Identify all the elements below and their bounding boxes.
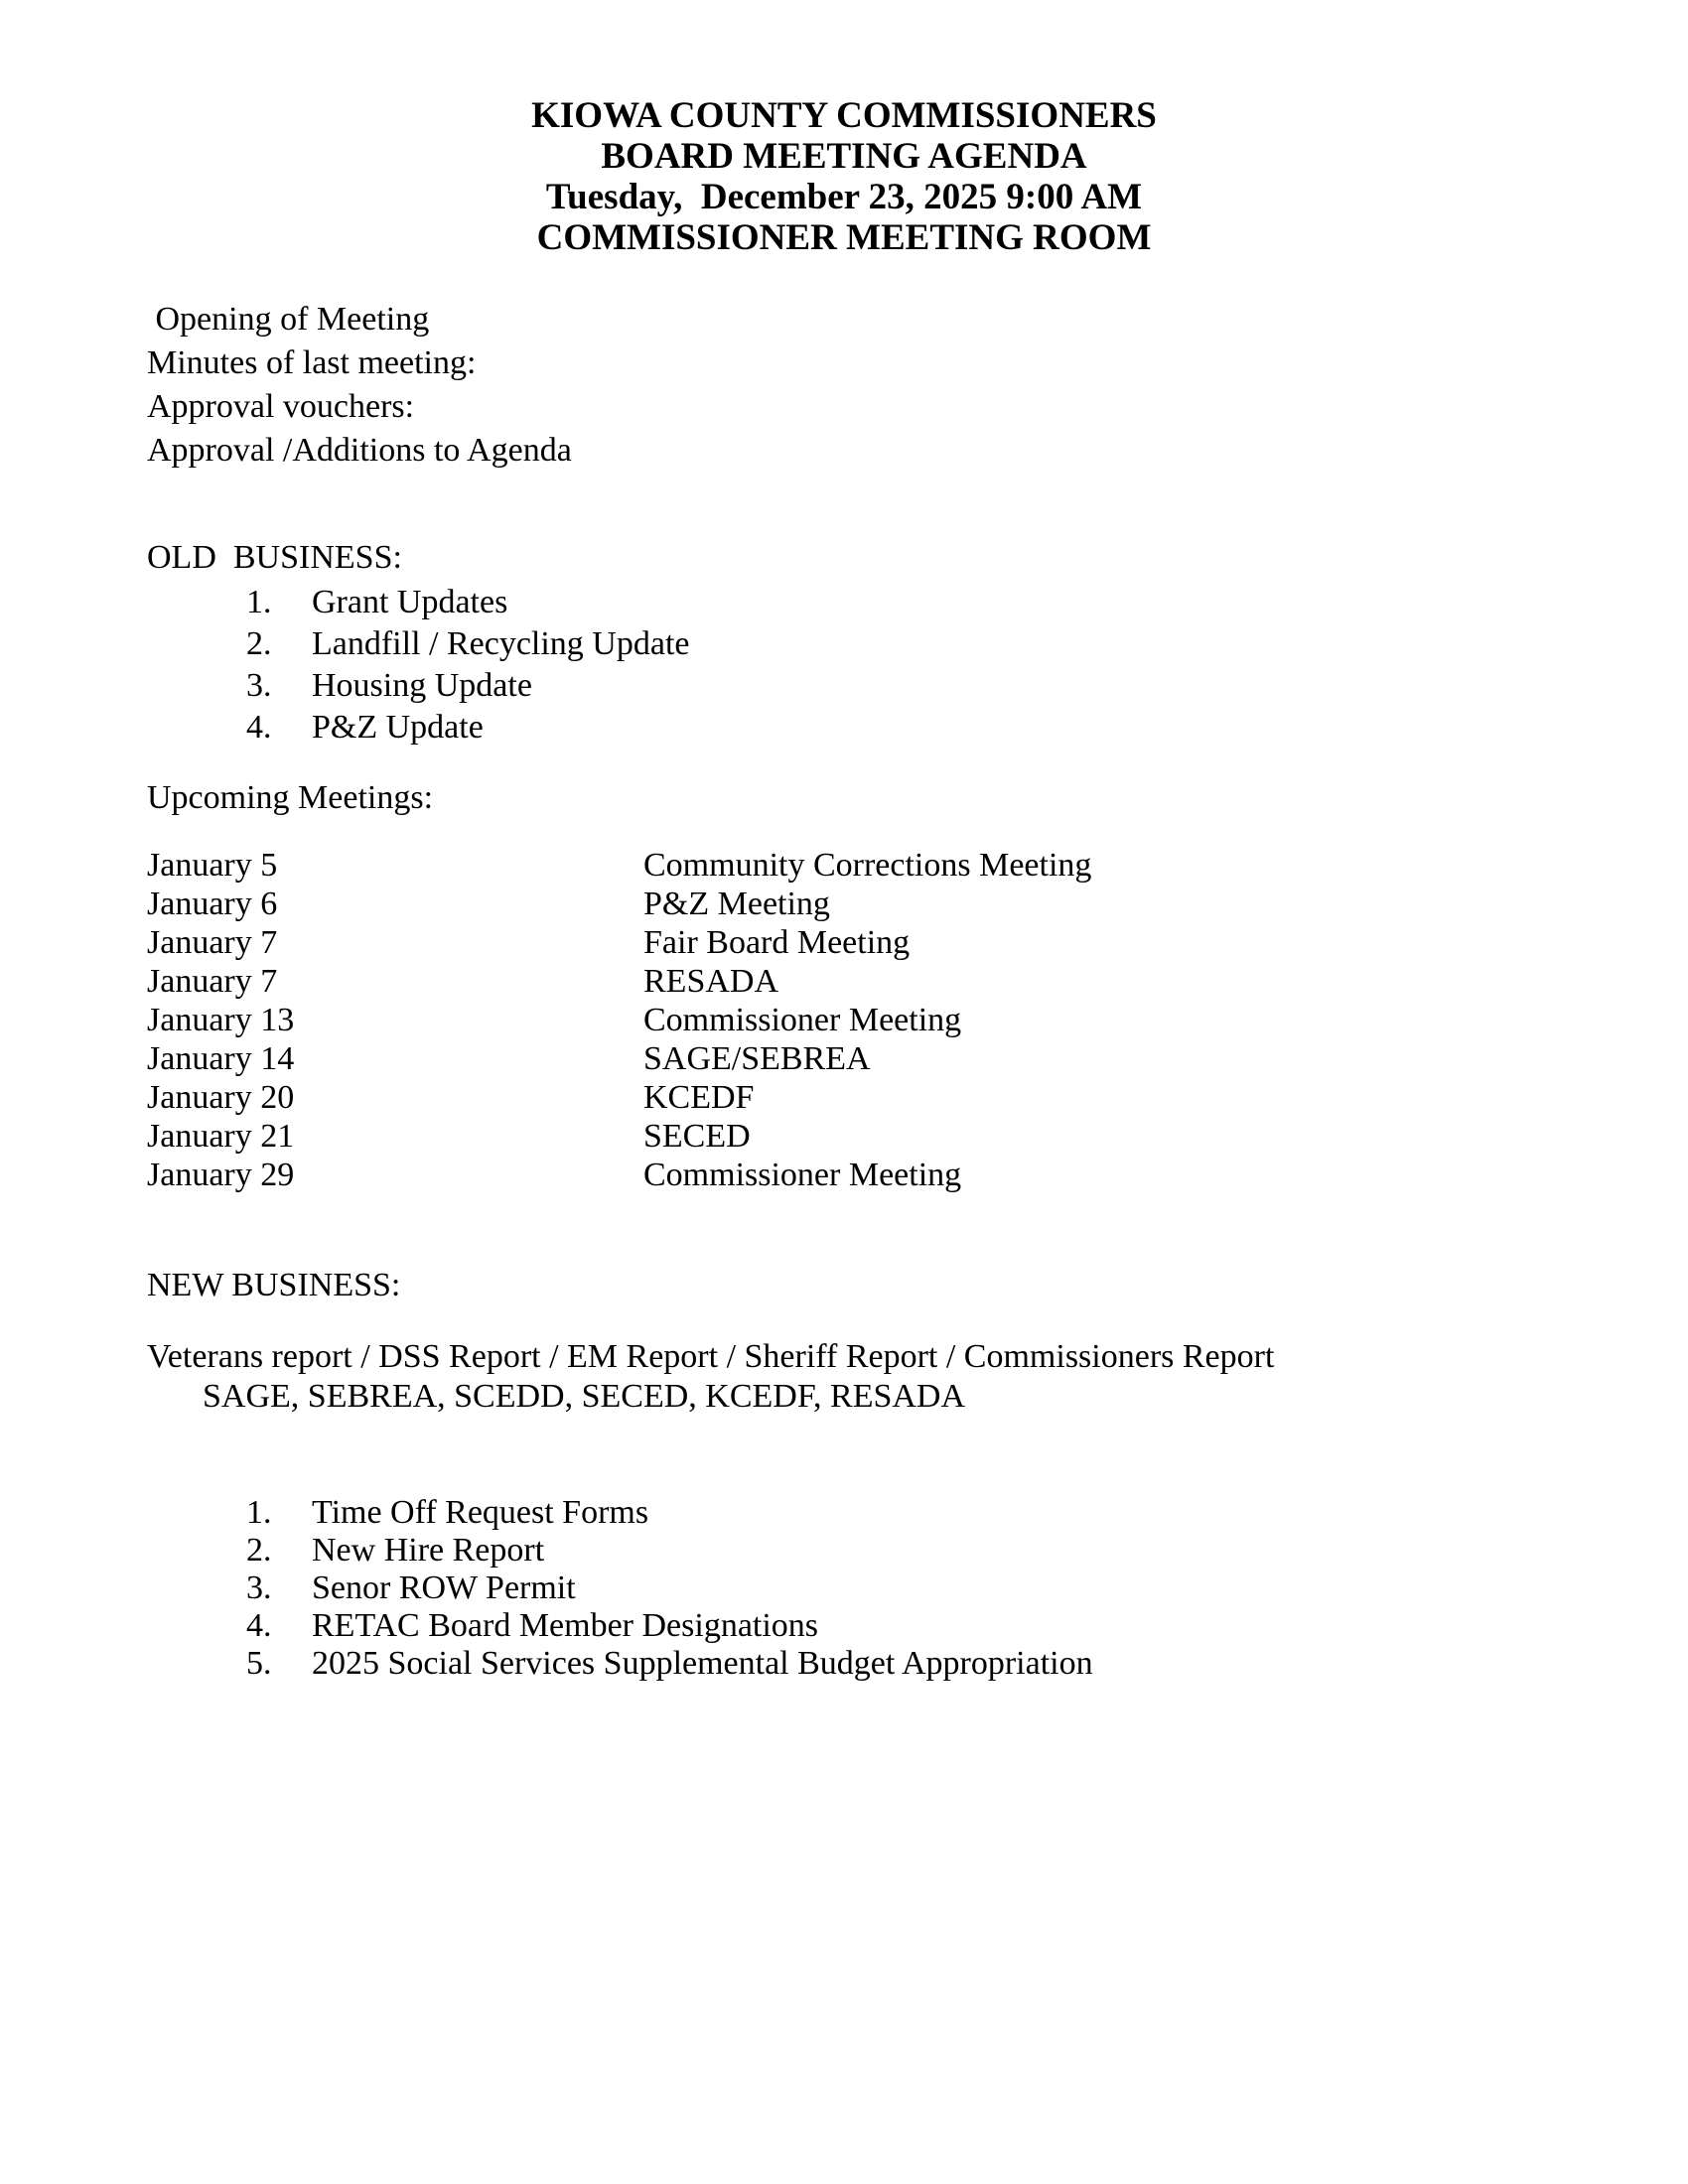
list-item-text: Time Off Request Forms	[312, 1494, 649, 1531]
reports-line: Veterans report / DSS Report / EM Report / Sheriff Report / Commissioners Report	[147, 1338, 1275, 1375]
upcoming-meetings-list	[147, 846, 1541, 1194]
list-item	[246, 1532, 1541, 1570]
upcoming-meetings-heading: Upcoming Meetings:	[147, 779, 434, 816]
list-item-text: 2025 Social Services Supplemental Budget Appropriation	[312, 1645, 1093, 1682]
new-business-heading: NEW BUSINESS:	[147, 1267, 401, 1303]
list-item	[246, 1607, 1541, 1645]
meeting-row	[147, 1078, 1541, 1117]
meeting-event: SAGE/SEBREA	[643, 1040, 871, 1077]
meeting-row	[147, 1156, 1541, 1194]
list-item	[246, 582, 1541, 623]
list-item-number: 2.	[246, 625, 272, 662]
opening-items-block	[147, 298, 1541, 473]
title-line-datetime: Tuesday, December 23, 2025 9:00 AM	[545, 177, 1143, 217]
list-item-text: New Hire Report	[312, 1532, 545, 1569]
meeting-event: Commissioner Meeting	[643, 1157, 962, 1193]
list-item-number: 4.	[246, 1607, 272, 1644]
list-item	[246, 665, 1541, 707]
opening-line: Opening of Meeting	[147, 301, 430, 338]
list-item	[246, 1645, 1541, 1683]
list-item	[246, 1494, 1541, 1532]
meeting-event: Fair Board Meeting	[643, 924, 911, 961]
list-item-text: Housing Update	[312, 667, 532, 704]
meeting-date: January 21	[147, 1118, 295, 1155]
title-line-org: KIOWA COUNTY COMMISSIONERS	[531, 95, 1157, 136]
list-item	[246, 1570, 1541, 1607]
reports-block	[147, 1337, 1541, 1417]
old-business-list	[147, 582, 1541, 749]
meeting-event: Commissioner Meeting	[643, 1002, 962, 1038]
list-item-number: 4.	[246, 709, 272, 746]
meeting-date: January 14	[147, 1040, 295, 1077]
meeting-date: January 13	[147, 1002, 295, 1038]
minutes-line: Minutes of last meeting:	[147, 344, 477, 381]
list-item-text: Grant Updates	[312, 584, 508, 620]
old-business-heading: OLD BUSINESS:	[147, 539, 402, 576]
meeting-row	[147, 846, 1541, 885]
organizations-line: SAGE, SEBREA, SCEDD, SECED, KCEDF, RESADA	[203, 1378, 966, 1415]
list-item-number: 5.	[246, 1645, 272, 1682]
list-item-text: P&Z Update	[312, 709, 484, 746]
list-item-text: RETAC Board Member Designations	[312, 1607, 819, 1644]
meeting-row	[147, 1039, 1541, 1078]
meeting-row	[147, 1117, 1541, 1156]
meeting-event: P&Z Meeting	[643, 886, 830, 922]
meeting-date: January 5	[147, 847, 278, 884]
document-title-block	[147, 0, 1541, 258]
list-item-number: 2.	[246, 1532, 272, 1569]
list-item	[246, 707, 1541, 749]
meeting-row	[147, 885, 1541, 923]
meeting-row	[147, 962, 1541, 1001]
meeting-date: January 7	[147, 963, 278, 1000]
meeting-event: KCEDF	[643, 1079, 755, 1116]
meeting-date: January 20	[147, 1079, 295, 1116]
list-item	[246, 623, 1541, 665]
title-line-agenda: BOARD MEETING AGENDA	[601, 136, 1087, 177]
meeting-event: SECED	[643, 1118, 751, 1155]
approval-additions-line: Approval /Additions to Agenda	[147, 432, 572, 469]
meeting-date: January 6	[147, 886, 278, 922]
list-item-number: 1.	[246, 584, 272, 620]
list-item-number: 3.	[246, 1570, 272, 1606]
approval-vouchers-line: Approval vouchers:	[147, 388, 415, 425]
meeting-event: RESADA	[643, 963, 779, 1000]
list-item-text: Landfill / Recycling Update	[312, 625, 690, 662]
title-line-room: COMMISSIONER MEETING ROOM	[536, 217, 1152, 258]
meeting-row	[147, 1001, 1541, 1039]
meeting-date: January 29	[147, 1157, 295, 1193]
list-item-number: 1.	[246, 1494, 272, 1531]
new-business-list	[147, 1494, 1541, 1683]
list-item-text: Senor ROW Permit	[312, 1570, 576, 1606]
meeting-event: Community Corrections Meeting	[643, 847, 1092, 884]
meeting-date: January 7	[147, 924, 278, 961]
meeting-row	[147, 923, 1541, 962]
list-item-number: 3.	[246, 667, 272, 704]
